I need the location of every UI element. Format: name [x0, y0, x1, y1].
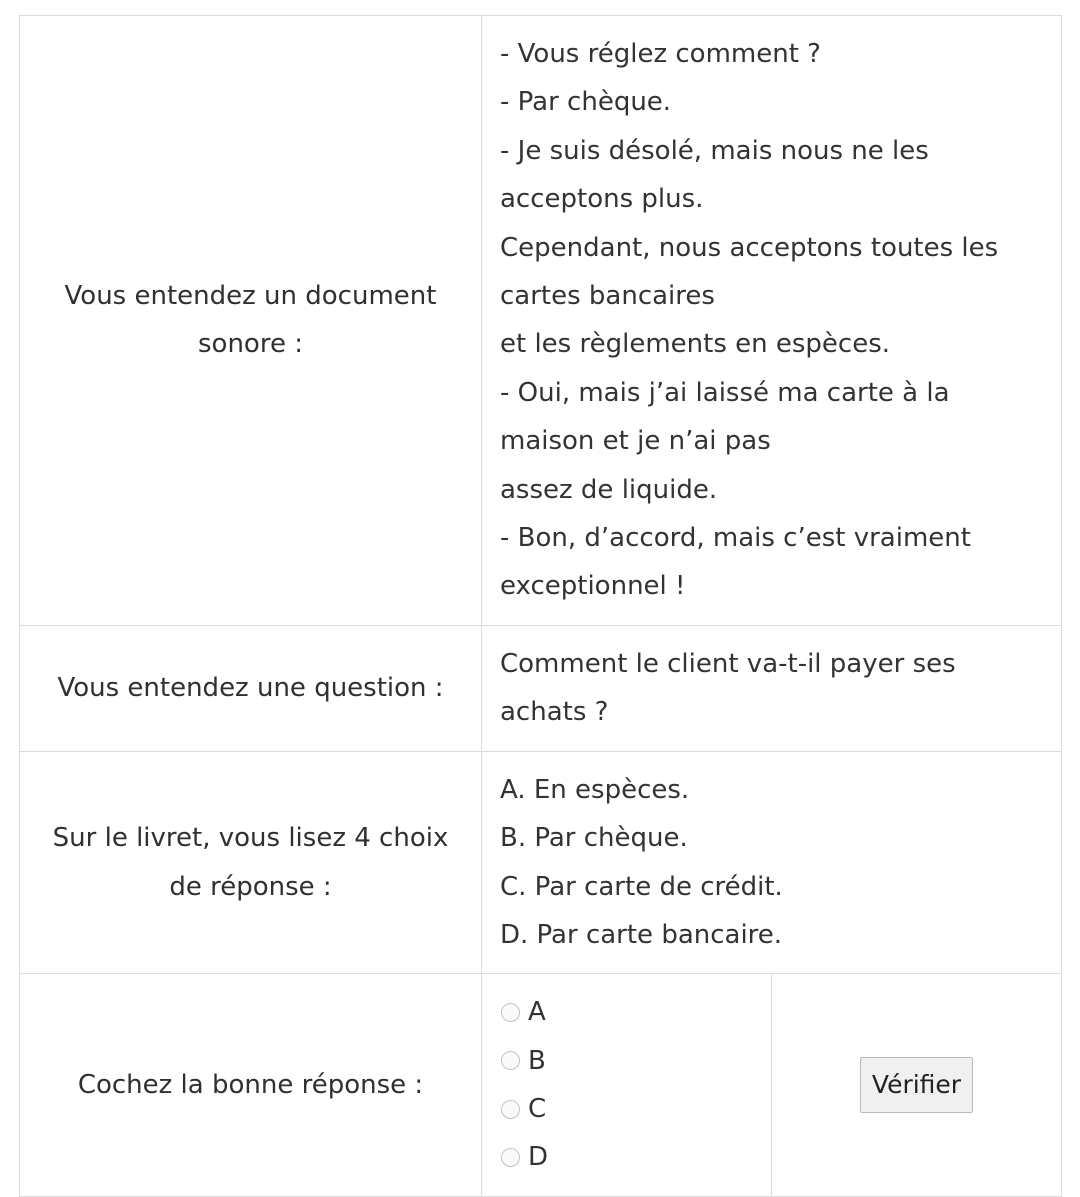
- radio-button[interactable]: [501, 1051, 520, 1070]
- radio-label[interactable]: A: [528, 997, 546, 1028]
- choices-list: [482, 751, 1062, 974]
- choices-label: Sur le livret, vous lisez 4 choix de réponse :: [20, 751, 482, 974]
- transcript-line: - Bon, d’accord, mais c’est vraiment exceptionnel !: [500, 523, 971, 602]
- radio-label[interactable]: D: [528, 1142, 549, 1173]
- verify-button[interactable]: Vérifier: [860, 1057, 973, 1113]
- choices-row: [20, 751, 1062, 974]
- answer-row: [20, 974, 1062, 1197]
- verify-cell: [772, 974, 1062, 1197]
- transcript-line: Cependant, nous acceptons toutes les cartes bancaires: [500, 232, 999, 312]
- radio-label[interactable]: C: [528, 1094, 547, 1125]
- transcript-line: - Je suis désolé, mais nous ne les acceptons plus.: [500, 135, 929, 215]
- choice-option: B. Par chèque.: [500, 823, 688, 854]
- radio-option-c[interactable]: [500, 1085, 753, 1133]
- question-row: [20, 625, 1062, 751]
- radio-button[interactable]: [501, 1003, 520, 1022]
- transcript-line: et les règlements en espèces.: [500, 329, 891, 360]
- radio-label[interactable]: B: [528, 1045, 546, 1076]
- quiz-table: [19, 15, 1062, 1197]
- radio-option-a[interactable]: [500, 988, 753, 1036]
- document-label: Vous entendez un document sonore :: [20, 16, 482, 626]
- question-text: Comment le client va-t-il payer ses achats ?: [482, 625, 1062, 751]
- radio-option-d[interactable]: [500, 1133, 753, 1181]
- transcript-line: - Vous réglez comment ?: [500, 39, 821, 69]
- answer-label: Cochez la bonne réponse :: [20, 974, 482, 1197]
- document-transcript: [482, 16, 1062, 626]
- transcript-line: - Par chèque.: [500, 87, 672, 118]
- choice-option: C. Par carte de crédit.: [500, 871, 783, 902]
- radio-button[interactable]: [501, 1148, 520, 1167]
- document-row: [20, 16, 1062, 626]
- radio-option-b[interactable]: [500, 1037, 753, 1085]
- answer-radio-group: [482, 974, 772, 1197]
- question-label: Vous entendez une question :: [20, 625, 482, 751]
- choice-option: D. Par carte bancaire.: [500, 919, 783, 950]
- radio-button[interactable]: [501, 1100, 520, 1119]
- transcript-line: - Oui, mais j’ai laissé ma carte à la maison et je n’ai pas: [500, 377, 950, 457]
- transcript-line: assez de liquide.: [500, 474, 718, 505]
- choice-option: A. En espèces.: [500, 774, 690, 805]
